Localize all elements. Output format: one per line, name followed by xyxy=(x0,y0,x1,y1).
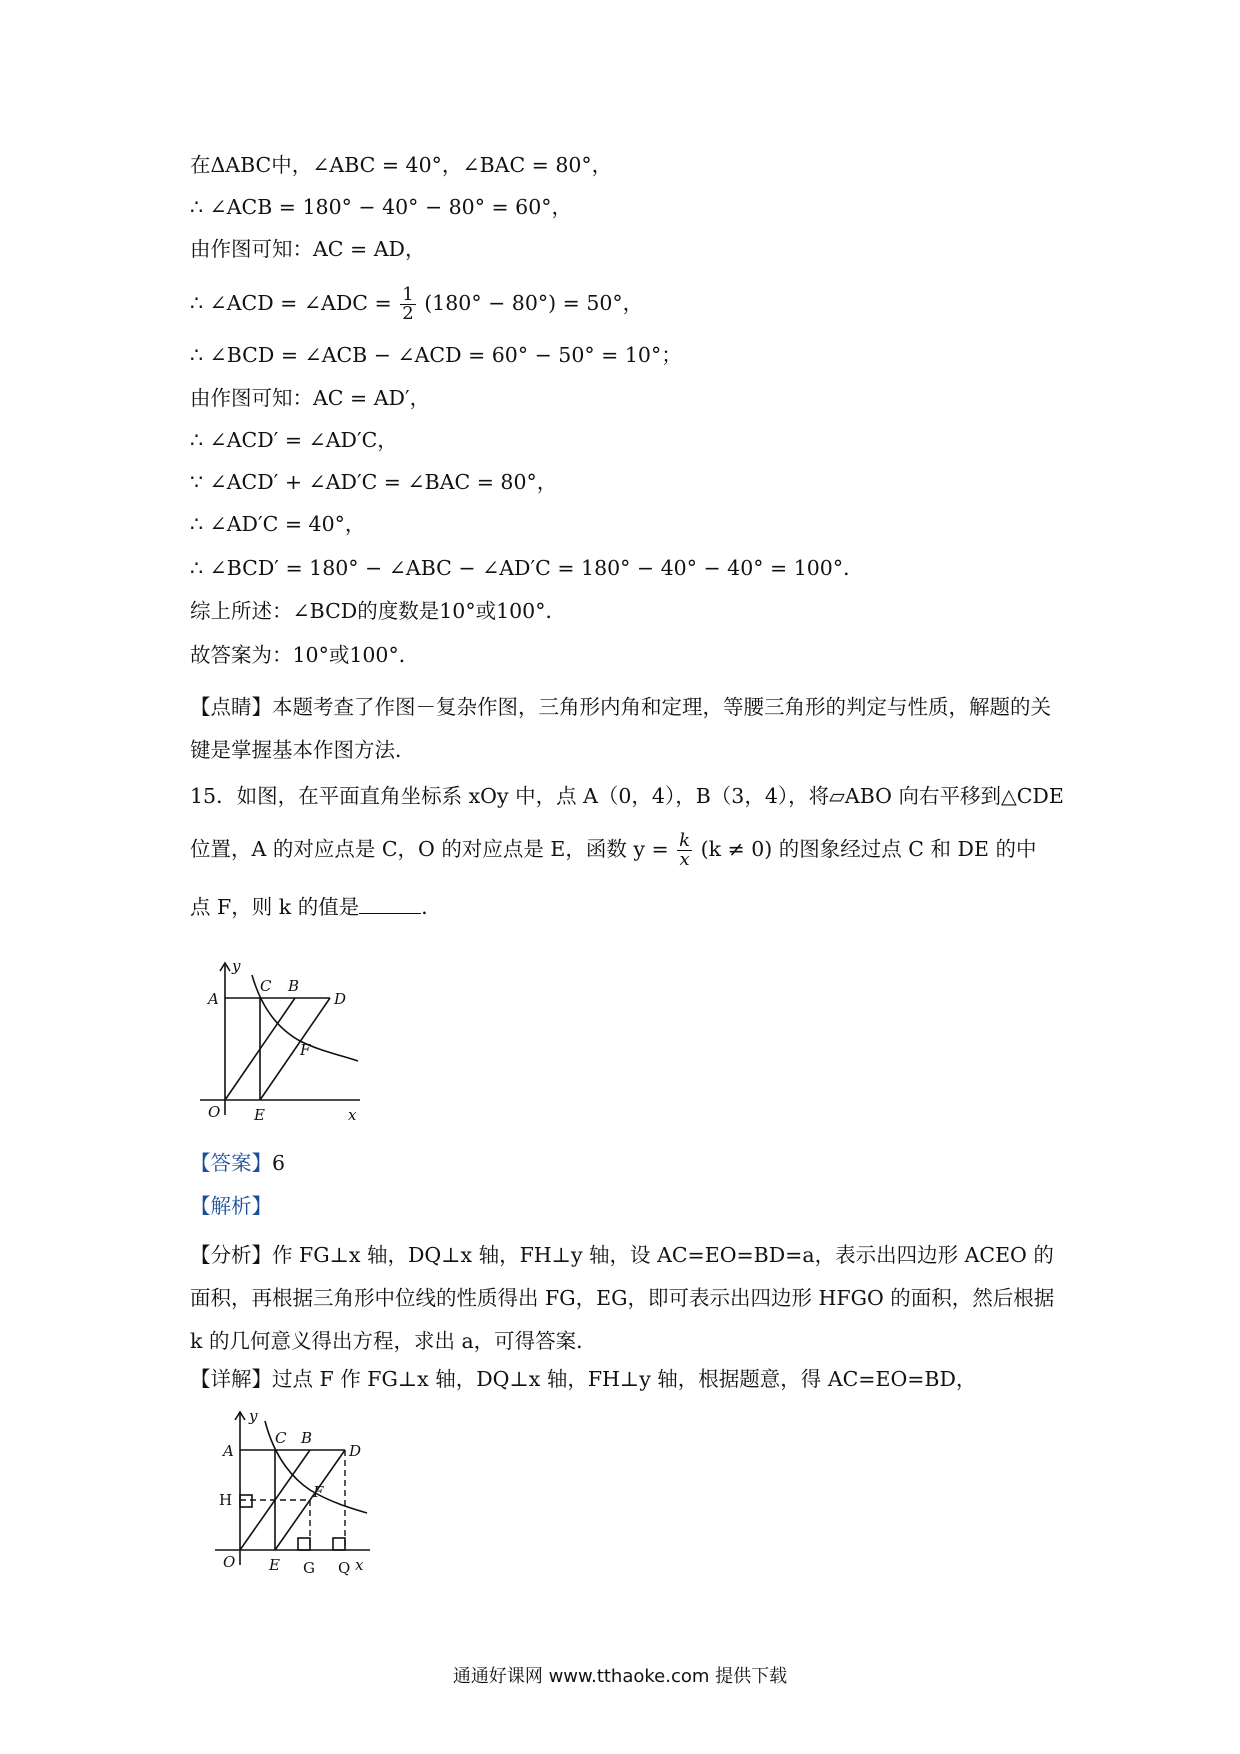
solution-line-5: ∴ ∠BCD = ∠ACB − ∠ACD = 60° − 50° = 10°； xyxy=(190,343,682,367)
fig1-label-d: D xyxy=(334,990,347,1008)
fig2-label-a: A xyxy=(223,1442,234,1460)
fig1-label-x: x xyxy=(348,1106,357,1124)
comment-text: 本题考查了作图－复杂作图，三角形内角和定理，等腰三角形的判定与性质，解题的关键是掌握基本作图方法． xyxy=(190,695,1051,762)
x-denominator: x xyxy=(679,849,690,870)
solution-line-7: ∴ ∠ACD′ = ∠AD′C， xyxy=(190,428,398,452)
fig2-label-d: D xyxy=(349,1442,362,1460)
fig2-label-b: B xyxy=(301,1429,313,1447)
fig2-label-e: E xyxy=(269,1556,280,1574)
k-numerator: k xyxy=(679,830,691,851)
fig1-label-o: O xyxy=(208,1103,221,1121)
question-line-3-a: 点 F，则 k 的值是 xyxy=(190,895,360,919)
coordinate-figure-2 xyxy=(205,1405,395,1580)
detail-tag: 【详解】 xyxy=(190,1367,272,1391)
answer-line xyxy=(190,1148,1060,1178)
solution-line-4-text: ∴ ∠ACD = ∠ADC = xyxy=(190,291,392,315)
detail-line xyxy=(190,1364,1060,1394)
fig2-label-g: G xyxy=(303,1559,315,1577)
answer-tag: 【答案】 xyxy=(190,1151,272,1175)
question-line-2-b: (k ≠ 0) 的图象经过点 C 和 DE 的中 xyxy=(700,837,1037,861)
question-line-3-b: ． xyxy=(421,895,442,919)
fig2-label-o: O xyxy=(223,1553,236,1571)
fig1-label-a: A xyxy=(208,990,219,1008)
detail-text: 过点 F 作 FG⊥x 轴，DQ⊥x 轴，FH⊥y 轴，根据题意，得 AC=EO=BD， xyxy=(272,1367,977,1391)
solution-line-12: 故答案为：10°或100°． xyxy=(190,643,420,667)
fig2-label-x: x xyxy=(355,1556,364,1574)
coordinate-figure-1 xyxy=(190,955,380,1135)
fig2-label-f: F xyxy=(313,1483,324,1501)
solution-line-3: 由作图可知：AC = AD， xyxy=(190,237,426,261)
k-over-x-fraction xyxy=(677,832,692,869)
solution-line-1: 在ΔABC中，∠ABC = 40°，∠BAC = 80°， xyxy=(190,153,613,177)
fraction-denominator: 2 xyxy=(402,303,414,324)
fig1-label-f: F xyxy=(300,1041,311,1059)
fig1-label-c: C xyxy=(260,977,272,995)
analysis-heading: 【解析】 xyxy=(190,1194,272,1218)
solution-line-2: ∴ ∠ACB = 180° − 40° − 80° = 60°， xyxy=(190,195,573,219)
analysis-paragraph xyxy=(190,1234,1060,1363)
fig2-label-c: C xyxy=(275,1429,287,1447)
page-footer: 通通好课网 www.tthaoke.com 提供下载 xyxy=(452,1666,788,1687)
fig1-label-b: B xyxy=(288,977,300,995)
fraction-numerator: 1 xyxy=(402,284,414,305)
fig2-label-y: y xyxy=(249,1407,258,1425)
comment-paragraph xyxy=(190,686,1060,772)
solution-line-8: ∵ ∠ACD′ + ∠AD′C = ∠BAC = 80°， xyxy=(190,470,558,494)
analysis-tag: 【分析】 xyxy=(190,1243,272,1267)
analysis-text: 作 FG⊥x 轴，DQ⊥x 轴，FH⊥y 轴，设 AC=EO=BD=a，表示出四边形 ACEO 的面积，再根据三角形中位线的性质得出 FG，EG，即可表示出四边形 HFGO 的面积，然后根据 k 的几何意义得出方程，求出 a，可得答案． xyxy=(190,1243,1055,1353)
question-line-1: 15．如图，在平面直角坐标系 xOy 中，点 A（0，4），B（3，4），将▱ABO 向右平移到△CDE xyxy=(190,784,1064,808)
fig2-label-h: H xyxy=(219,1491,233,1509)
half-fraction xyxy=(400,286,415,323)
fig1-label-y: y xyxy=(232,957,241,975)
fig1-label-e: E xyxy=(254,1106,265,1124)
comment-tag: 【点睛】 xyxy=(190,695,272,719)
answer-value: 6 xyxy=(272,1151,286,1175)
solution-line-9: ∴ ∠AD′C = 40°， xyxy=(190,512,366,536)
solution-line-6: 由作图可知：AC = AD′， xyxy=(190,386,431,410)
solution-line-11: 综上所述：∠BCD的度数是10°或100°． xyxy=(190,599,566,623)
fig2-label-q: Q xyxy=(338,1559,351,1577)
solution-line-10: ∴ ∠BCD′ = 180° − ∠ABC − ∠AD′C = 180° − 40° − 40° = 100°． xyxy=(190,556,864,580)
solution-line-4 xyxy=(190,286,1060,323)
solution-line-4-rest: (180° − 80°) = 50°， xyxy=(424,291,644,315)
question-line-3 xyxy=(190,892,1060,922)
question-line-2 xyxy=(190,832,1060,869)
answer-blank xyxy=(359,913,421,914)
question-line-2-a: 位置，A 的对应点是 C，O 的对应点是 E，函数 y = xyxy=(190,837,669,861)
